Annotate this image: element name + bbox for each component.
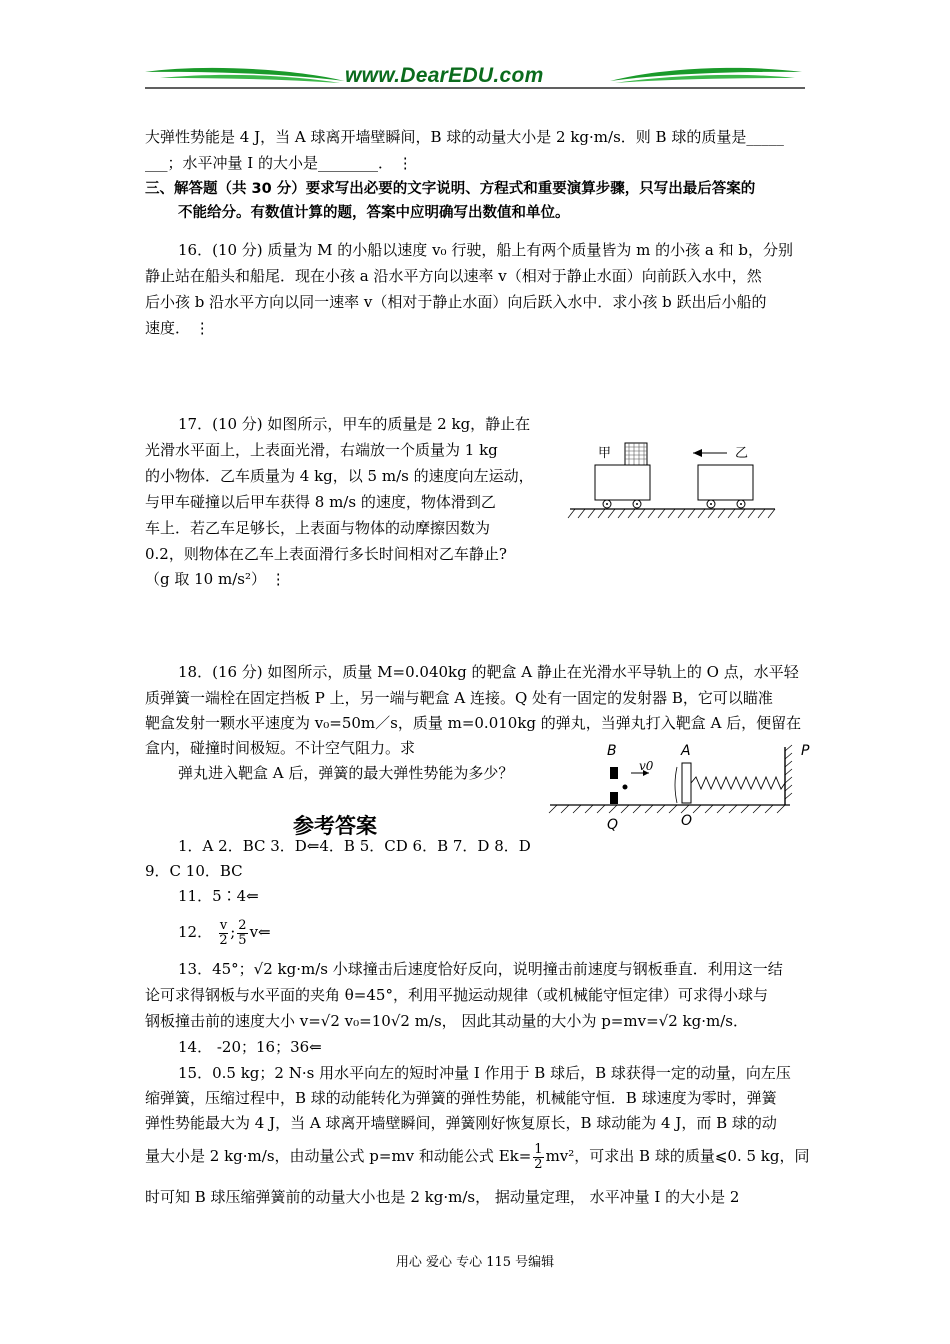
answer-line: 弹性势能最大为 4 J，当 A 球离开墙壁瞬间，弹簧刚好恢复原长，B 球动能为 4 J，而 B 球的动 — [145, 1114, 777, 1132]
text-line: 大弹性势能是 4 J，当 A 球离开墙壁瞬间，B 球的动量大小是 2 kg·m/s．则 B 球的质量是_____ — [145, 128, 784, 146]
pellet — [623, 785, 628, 790]
launcher-bottom — [610, 792, 618, 804]
spring-target-figure — [545, 737, 815, 832]
answers-title: 参考答案 — [293, 814, 377, 838]
question-16: 16．(10 分) 质量为 M 的小船以速度 v₀ 行驶，船上有两个质量皆为 m 的小孩 a 和 b，分别 — [178, 241, 793, 259]
label-P: P — [801, 743, 810, 759]
text-line: 光滑水平面上，上表面光滑，右端放一个质量为 1 kg — [145, 441, 498, 459]
spring — [691, 777, 785, 789]
answer-13: 13．45°；√2 kg·m/s 小球撞击后速度恰好反向，说明撞击前速度与钢板垂直．利用这一结 — [178, 960, 783, 978]
answer-15: 15．0.5 kg；2 N·s 用水平向左的短时冲量 I 作用于 B 球后，B 球获得一定的动量，向左压 — [178, 1064, 791, 1082]
answer-line: 时可知 B 球压缩弹簧前的动量大小也是 2 kg·m/s， 据动量定理， 水平冲量 I 的大小是 2 — [145, 1188, 740, 1206]
label-A: A — [681, 743, 691, 759]
text-line: 后小孩 b 沿水平方向以同一速率 v（相对于静止水面）向后跃入水中．求小孩 b 跃出后小船的 — [145, 293, 767, 311]
answer-line: 9．C 10．BC — [145, 862, 243, 880]
answer-line: 缩弹簧，压缩过程中，B 球的动能转化为弹簧的弹性势能，机械能守恒．B 球速度为零时，弹簧 — [145, 1089, 777, 1107]
text-line: 0.2，则物体在乙车上表面滑行多长时间相对乙车静止? — [145, 545, 507, 563]
answer-line: 论可求得钢板与水平面的夹角 θ=45°，利用平抛运动规律（或机械能守恒定律）可求得小球与 — [145, 986, 768, 1004]
launcher-top — [610, 767, 618, 779]
answer-line: 1．A 2．BC 3．D⇐4．B 5．CD 6．B 7．D 8．D — [178, 837, 531, 855]
site-logo: www.DearEDU.com — [345, 64, 544, 87]
text-line: 与甲车碰撞以后甲车获得 8 m/s 的速度，物体滑到乙 — [145, 493, 496, 511]
fraction: $\frac{1}{2}$ — [534, 1141, 543, 1172]
cart-yi — [698, 465, 753, 500]
answer-14: 14． -20；16；36⇐ — [178, 1038, 322, 1056]
text-line: 质弹簧一端栓在固定挡板 P 上，另一端与靶盒 A 连接。Q 处有一固定的发射器 B，它可以瞄准 — [145, 689, 773, 707]
label-jia: 甲 — [598, 446, 612, 461]
label-Q: Q — [607, 817, 619, 832]
text-line: 的小物体．乙车质量为 4 kg，以 5 m/s 的速度向左运动， — [145, 467, 534, 485]
section-heading: 不能给分。有数值计算的题，答案中应明确写出数值和单位。 — [178, 205, 570, 221]
fraction: $\frac{2}{5}$ — [238, 917, 247, 948]
cart-jia — [595, 465, 650, 500]
label-O: O — [681, 813, 693, 829]
text-line: ___；水平冲量 I 的大小是________． ⋮ — [145, 154, 413, 172]
section-heading: 三、解答题（共 30 分）要求写出必要的文字说明、方程式和重要演算步骤，只写出最后答案的 — [145, 181, 756, 197]
text-line: 车上．若乙车足够长，上表面与物体的动摩擦因数为 — [145, 519, 491, 537]
text-line: 速度． ⋮ — [145, 319, 210, 337]
target-box — [682, 763, 691, 803]
cart-collision-figure — [565, 435, 780, 527]
text-line: 弹丸进入靶盒 A 后，弹簧的最大弹性势能为多少？ — [178, 764, 514, 782]
text-line: （g 取 10 m/s²） ⋮ — [145, 570, 286, 588]
question-17: 17．(10 分) 如图所示，甲车的质量是 2 kg，静止在 — [178, 415, 531, 433]
text-line: 靶盒发射一颗水平速度为 v₀=50m／s，质量 m=0.010kg 的弹丸，当弹丸打入靶盒 A 后，便留在 — [145, 714, 802, 732]
label-yi: 乙 — [735, 446, 749, 461]
fraction: $\frac{v}{2}$ — [219, 917, 228, 948]
answer-line: 量大小是 2 kg·m/s，由动量公式 p=mv 和动能公式 Ek= $\frac{1}{2}$ mv²，可求出 B 球的质量⩽0. 5 kg，同 — [145, 1141, 810, 1172]
answer-line: 钢板撞击前的速度大小 v=√2 v₀=10√2 m/s， 因此其动量的大小为 p=mv=√2 kg·m/s． — [145, 1012, 748, 1030]
text-line: 盒内，碰撞时间极短。不计空气阻力。求 — [145, 739, 416, 757]
answer-line: 11．5∶4⇐ — [178, 887, 259, 905]
label-v0: v0 — [639, 759, 654, 773]
question-18: 18．(16 分) 如图所示，质量 M=0.040kg 的靶盒 A 静止在光滑水平导轨上的 O 点，水平轻 — [178, 663, 799, 681]
page-footer: 用心 爱心 专心 115 号编辑 — [395, 1255, 555, 1270]
text-line: 静止站在船头和船尾．现在小孩 a 沿水平方向以速率 v（相对于静止水面）向前跃入水中，然 — [145, 267, 762, 285]
label-B: B — [607, 743, 617, 759]
answer-12: 12． $\frac{v}{2}$ ; $\frac{2}{5}$ v⇐ — [178, 917, 271, 948]
arrow-left-icon — [693, 449, 702, 457]
